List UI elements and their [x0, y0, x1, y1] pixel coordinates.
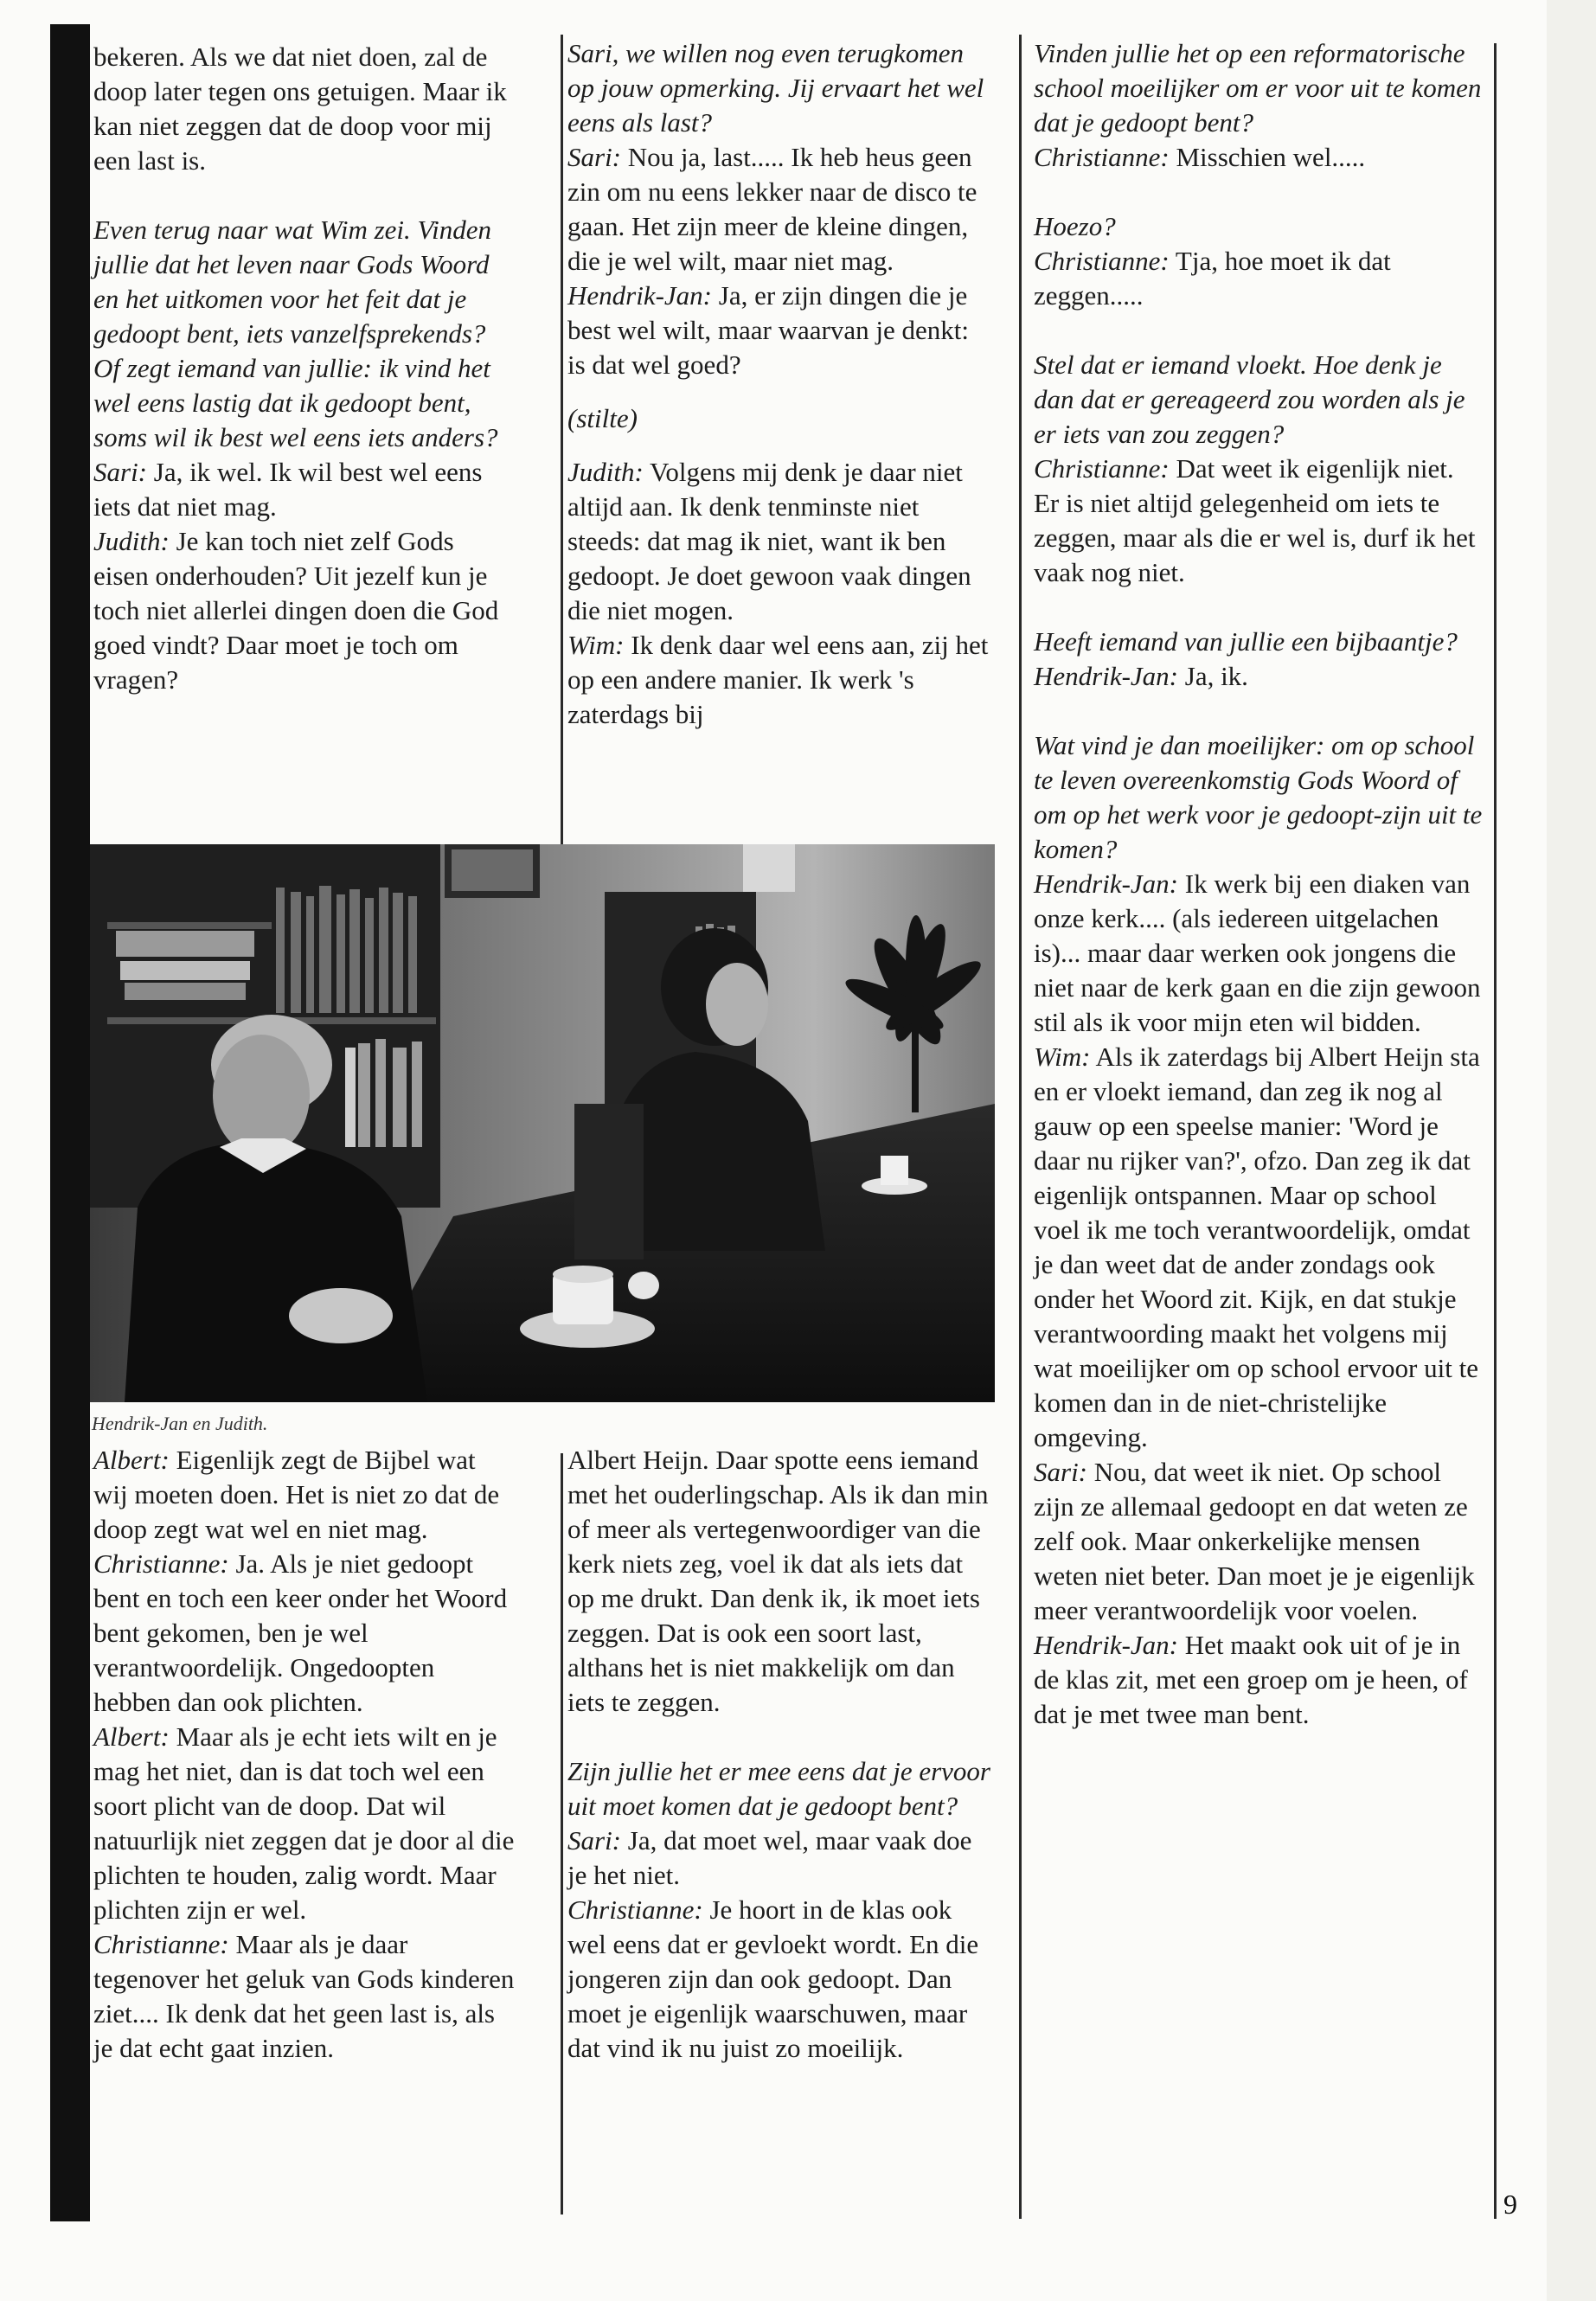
speaker-name: Sari:: [567, 1825, 621, 1856]
page-number: 9: [1503, 2189, 1517, 2220]
answer-text: Dat weet ik eigenlijk niet. Er is niet altijd gelegenheid om iets te zeggen, maar als die er wel is, durf ik het vaak nog niet.: [1034, 453, 1476, 587]
interview-photo: [90, 844, 995, 1402]
answer-text: Je hoort in de klas ook wel eens dat er gevloekt wordt. En die jongeren zijn dan ook gedoopt. Dan moet je eigenlijk waarschuwen, maar dat vind ik nu juist zo moeilijk.: [567, 1894, 979, 2063]
answer-text: Maar als je echt iets wilt en je mag het niet, dan is dat toch wel een soort plicht van de doop. Dat wil natuurlijk niet zeggen dat je door al die plichten te houden, zalig wordt. Maar plichten zijn er wel.: [93, 1721, 515, 1925]
speaker-name: Albert:: [93, 1445, 170, 1475]
speaker-name: Christianne:: [1034, 453, 1170, 484]
speaker-name: Hendrik-Jan:: [1034, 1630, 1178, 1660]
answer-paragraph: [567, 279, 991, 382]
answer-text: Nou ja, last..... Ik heb heus geen zin om nu eens lekker naar de disco te gaan. Het zijn meer de kleine dingen, die je wel wilt, maar niet mag.: [567, 142, 977, 276]
interviewer-question: Zijn jullie het er mee eens dat je ervoor uit moet komen dat je gedoopt bent?: [567, 1756, 990, 1821]
body-paragraph: Albert Heijn. Daar spotte eens iemand met het ouderlingschap. Als ik dan min of meer als vertegenwoordiger van die kerk niets zeg, voel ik dat als iets dat op me drukt. Dan denk ik, ik moet iets zeggen. Dat is ook een soort last, althans het is niet makkelijk om dan iets te zeggen.: [567, 1445, 989, 1717]
answer-text: Je kan toch niet zelf Gods eisen onderhouden? Uit jezelf kun je toch niet allerlei dingen doen die God goed vindt? Daar moet je toch om vragen?: [93, 526, 499, 695]
interviewer-question: Even terug naar wat Wim zei. Vinden jullie dat het leven naar Gods Woord en het uitkomen voor het feit dat je gedoopt bent, iets vanzelfsprekends? Of zegt iemand van jullie: ik vind het wel eens lastig dat ik gedoopt bent, soms wil ik best wel eens iets anders?: [93, 215, 498, 452]
column-1-bottom: [93, 1443, 516, 2066]
answer-paragraph: [567, 455, 991, 628]
speaker-name: Christianne:: [1034, 246, 1170, 276]
interviewer-question: Stel dat er iemand vloekt. Hoe denk je dan dat er gereageerd zou worden als je er iets van zou zeggen?: [1034, 349, 1465, 449]
speaker-name: Judith:: [93, 526, 170, 556]
speaker-name: Sari:: [567, 142, 621, 172]
answer-paragraph: [93, 1443, 516, 1547]
answer-paragraph: [93, 1927, 516, 2066]
answer-paragraph: [1034, 452, 1484, 590]
column-rule: [1019, 35, 1022, 2219]
speaker-name: Christianne:: [1034, 142, 1170, 172]
speaker-name: Wim:: [567, 630, 625, 660]
answer-text: Tja, hoe moet ik dat zeggen.....: [1034, 246, 1391, 311]
answer-paragraph: [567, 140, 991, 279]
column-3: [1034, 36, 1484, 1732]
answer-paragraph: [93, 1547, 516, 1720]
answer-paragraph: [1034, 244, 1484, 313]
answer-text: Maar als je daar tegenover het geluk van Gods kinderen ziet.... Ik denk dat het geen last is, als je dat echt gaat inzien.: [93, 1929, 515, 2063]
answer-text: Ja, er zijn dingen die je best wel wilt, maar waarvan je denkt: is dat wel goed?: [567, 280, 969, 380]
speaker-name: Christianne:: [567, 1894, 703, 1925]
answer-paragraph: [93, 455, 516, 524]
answer-text: Ja. Als je niet gedoopt bent en toch een keer onder het Woord bent gekomen, ben je wel verantwoordelijk. Ongedoopten hebben dan ook plichten.: [93, 1548, 508, 1717]
answer-text: Eigenlijk zegt de Bijbel wat wij moeten doen. Het is niet zo dat de doop zegt wat wel en niet mag.: [93, 1445, 500, 1544]
answer-paragraph: [1034, 140, 1484, 175]
speaker-name: Albert:: [93, 1721, 170, 1752]
speaker-name: Hendrik-Jan:: [567, 280, 712, 311]
answer-paragraph: [93, 524, 516, 697]
speaker-name: Sari:: [93, 457, 147, 487]
interviewer-question: Hoezo?: [1034, 211, 1116, 241]
photo-caption: Hendrik-Jan en Judith.: [92, 1413, 268, 1434]
interviewer-question: Vinden jullie het op een reformatorische school moeilijker om er voor uit te komen dat je gedoopt bent?: [1034, 38, 1482, 138]
answer-paragraph: [1034, 1628, 1484, 1732]
speaker-name: Hendrik-Jan:: [1034, 661, 1178, 691]
speaker-name: Wim:: [1034, 1042, 1091, 1072]
answer-text: Ja, ik wel. Ik wil best wel eens iets dat niet mag.: [93, 457, 483, 522]
speaker-name: Judith:: [567, 457, 644, 487]
answer-text: Ik denk daar wel eens aan, zij het op een andere manier. Ik werk 's zaterdags bij: [567, 630, 989, 729]
column-rule: [561, 35, 563, 848]
answer-paragraph: [1034, 1040, 1484, 1455]
answer-text: Ja, dat moet wel, maar vaak doe je het niet.: [567, 1825, 972, 1890]
answer-text: Ja, ik.: [1178, 661, 1248, 691]
photo-illustration: [90, 844, 995, 1402]
answer-paragraph: [1034, 1455, 1484, 1628]
answer-text: Het maakt ook uit of je in de klas zit, met een groep om je heen, of dat je met twee man bent.: [1034, 1630, 1468, 1729]
answer-text: Nou, dat weet ik niet. Op school zijn ze allemaal gedoopt en dat weten ze zelf ook. Maar onkerkelijke mensen weten niet beter. Dan moet je je eigenlijk meer verantwoordelijk voor voelen.: [1034, 1457, 1475, 1625]
answer-paragraph: [93, 1720, 516, 1927]
interviewer-question: Heeft iemand van jullie een bijbaantje?: [1034, 626, 1458, 657]
speaker-name: Sari:: [1034, 1457, 1087, 1487]
aside-note: (stilte): [567, 403, 638, 433]
column-rule: [561, 1453, 563, 2214]
answer-text: Ik werk bij een diaken van onze kerk.... (als iedereen uitgelachen is)... maar daar werken ook jongens die niet naar de kerk gaan en die zijn gewoon stil als ik voor mijn eten wil bidden.: [1034, 868, 1481, 1037]
speaker-name: Christianne:: [93, 1929, 229, 1959]
column-2-top: [567, 36, 991, 732]
answer-paragraph: [567, 628, 991, 732]
answer-paragraph: [567, 1823, 991, 1893]
interviewer-question: Sari, we willen nog even terugkomen op jouw opmerking. Jij ervaart het wel eens als last?: [567, 38, 984, 138]
body-paragraph: bekeren. Als we dat niet doen, zal de doop later tegen ons getuigen. Maar ik kan niet zeggen dat de doop voor mij een last is.: [93, 42, 507, 176]
column-1-top: [93, 40, 516, 697]
column-rule: [1494, 43, 1497, 2219]
page-edge: [1547, 0, 1596, 2301]
column-2-bottom: [567, 1443, 991, 2066]
speaker-name: Hendrik-Jan:: [1034, 868, 1178, 899]
answer-paragraph: [567, 1893, 991, 2066]
answer-text: Misschien wel.....: [1169, 142, 1366, 172]
answer-text: Volgens mij denk je daar niet altijd aan. Ik denk tenminste niet steeds: dat mag ik niet, want ik ben gedoopt. Je doet gewoon vaak dingen die niet mogen.: [567, 457, 971, 625]
answer-text: Als ik zaterdags bij Albert Heijn sta en er vloekt iemand, dan zeg ik nog al gauw op een speelse manier: 'Word je daar nu rijker van?', ofzo. Dan zeg ik dat eigenlijk ontspannen. Maar op school voel ik me toch verantwoordelijk, omdat je dan weet dat de ander zondags ook onder het Woord zit. Kijk, en dat stukje verantwoording maakt het volgens mij wat moeilijker om op school ervoor uit te komen dan in de niet-christelijke omgeving.: [1034, 1042, 1480, 1452]
left-black-bar: [50, 24, 90, 2221]
answer-paragraph: [1034, 659, 1484, 694]
answer-paragraph: [1034, 867, 1484, 1040]
speaker-name: Christianne:: [93, 1548, 229, 1579]
interviewer-question: Wat vind je dan moeilijker: om op school te leven overeenkomstig Gods Woord of om op het werk voor je gedoopt-zijn uit te komen?: [1034, 730, 1483, 864]
